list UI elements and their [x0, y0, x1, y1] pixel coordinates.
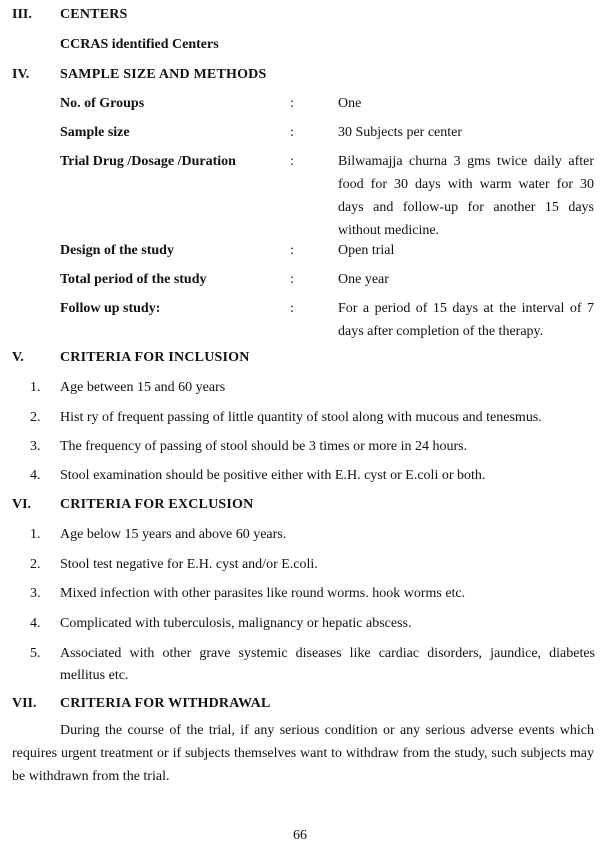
row-colon: : — [290, 154, 294, 169]
section-5-title: CRITERIA FOR INCLUSION — [60, 350, 250, 365]
list-item-number: 1. — [30, 380, 41, 395]
list-item-text: The frequency of passing of stool should be 3 times or more in 24 hours. — [60, 439, 468, 454]
section-5-number: V. — [12, 350, 24, 365]
list-item-text: Age below 15 years and above 60 years. — [60, 527, 287, 542]
section-3-number: III. — [12, 7, 32, 22]
list-item-text: Associated with other grave systemic diseases like cardiac disorders, jaundice, diabetes mellitus etc. — [60, 646, 595, 683]
row-label-follow-up: Follow up study: — [60, 301, 161, 316]
row-label-design: Design of the study — [60, 243, 174, 258]
section-7-number: VII. — [12, 696, 37, 711]
list-item-text: Stool examination should be positive either with E.H. cyst or E.coli or both. — [60, 468, 486, 483]
withdrawal-paragraph: During the course of the trial, if any serious condition or any serious adverse events which requires urgent treatment or if subjects themselves want to withdraw from the study, such subjects may be withdrawn from the trial. — [12, 723, 594, 784]
row-value-sample-size: 30 Subjects per center — [338, 125, 463, 140]
list-item-number: 1. — [30, 527, 41, 542]
row-value-follow-up: For a period of 15 days at the interval of 7 days after completion of the therapy. — [338, 301, 594, 339]
list-item-text: Age between 15 and 60 years — [60, 380, 226, 395]
row-value-total-period: One year — [338, 272, 389, 287]
section-7-title: CRITERIA FOR WITHDRAWAL — [60, 696, 271, 711]
list-item-text: Stool test negative for E.H. cyst and/or E.coli. — [60, 557, 318, 572]
row-colon: : — [290, 125, 294, 140]
row-label-sample-size: Sample size — [60, 125, 130, 140]
list-item-number: 2. — [30, 410, 41, 425]
section-3-title: CENTERS — [60, 7, 128, 22]
list-item-number: 3. — [30, 586, 41, 601]
list-item-number: 4. — [30, 616, 41, 631]
list-item-text: Complicated with tuberculosis, malignancy or hepatic abscess. — [60, 616, 412, 631]
row-label-groups: No. of Groups — [60, 96, 145, 111]
row-value-trial-drug: Bilwamajja churna 3 gms twice daily after food for 30 days with warm water for 30 days and follow-up for another 15 days without medicine. — [338, 154, 594, 238]
section-6-title: CRITERIA FOR EXCLUSION — [60, 497, 254, 512]
section-4-number: IV. — [12, 67, 30, 82]
list-item-number: 2. — [30, 557, 41, 572]
row-colon: : — [290, 243, 294, 258]
list-item-text: Hist ry of frequent passing of little quantity of stool along with mucous and tenesmus. — [60, 410, 542, 425]
list-item-number: 4. — [30, 468, 41, 483]
page-number: 66 — [293, 828, 307, 843]
row-value-design: Open trial — [338, 243, 395, 258]
row-colon: : — [290, 301, 294, 316]
row-colon: : — [290, 96, 294, 111]
section-4-title: SAMPLE SIZE AND METHODS — [60, 67, 267, 82]
list-item-text: Mixed infection with other parasites like round worms. hook worms etc. — [60, 586, 466, 601]
section-6-number: VI. — [12, 497, 32, 512]
row-colon: : — [290, 272, 294, 287]
row-value-groups: One — [338, 96, 362, 111]
row-label-trial-drug: Trial Drug /Dosage /Duration — [60, 154, 236, 169]
section-3-subtitle: CCRAS identified Centers — [60, 37, 219, 52]
row-label-total-period: Total period of the study — [60, 272, 207, 287]
list-item-number: 3. — [30, 439, 41, 454]
list-item-number: 5. — [30, 646, 41, 661]
